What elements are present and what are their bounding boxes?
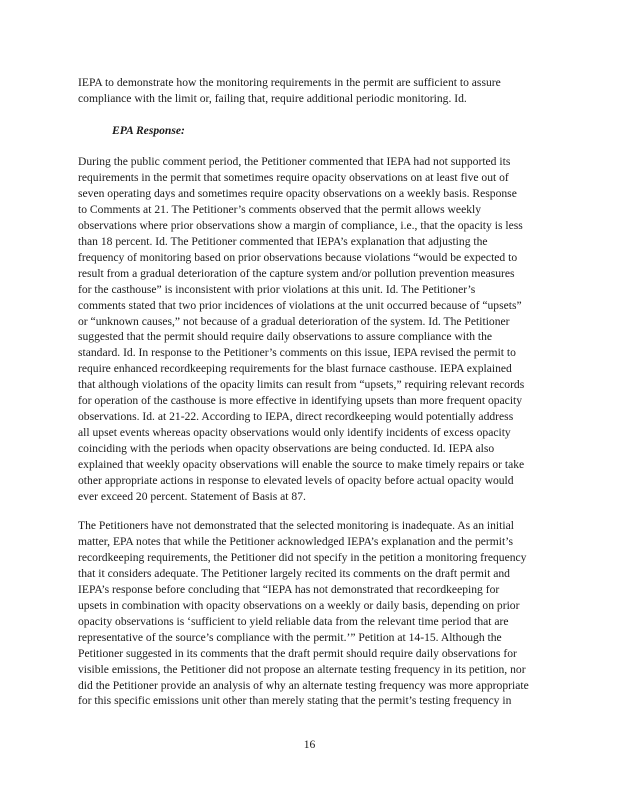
text-line: frequency of monitoring based on prior observations because violations “would be expected to — [78, 250, 518, 264]
text-line: ever exceed 20 percent. Statement of Basis at 87. — [78, 490, 306, 504]
paragraph-analysis — [78, 518, 554, 709]
text-line: standard. Id. In response to the Petitioner’s comments on this issue, IEPA revised the permit to — [78, 346, 516, 360]
text-line: compliance with the limit or, failing that, require additional periodic monitoring. Id. — [78, 91, 467, 105]
text-line: opacity observations is ‘sufficient to yield reliable data from the relevant time period that are — [78, 614, 509, 628]
paragraph-intro — [78, 75, 554, 107]
text-line: matter, EPA notes that while the Petitioner acknowledged IEPA’s explanation and the permit’s — [78, 534, 513, 548]
paragraph-epa-response — [78, 154, 554, 505]
text-line: than 18 percent. Id. The Petitioner commented that IEPA’s explanation that adjusting the — [78, 234, 488, 248]
text-line: did the Petitioner provide an analysis of why an alternate testing frequency was more appropriate — [78, 678, 529, 692]
text-line: observations where prior observations show a margin of compliance, i.e., that the opacity is less — [78, 218, 523, 232]
text-line: During the public comment period, the Petitioner commented that IEPA had not supported its — [78, 155, 511, 168]
text-line: recordkeeping requirements, the Petitioner did not specify in the petition a monitoring frequency — [78, 550, 527, 564]
text-line: all upset events whereas opacity observations would only identify incidents of excess opacity — [78, 426, 511, 440]
text-line: upsets in combination with opacity observations on a weekly or daily basis, depending on prior — [78, 598, 520, 612]
text-line: Petitioner suggested in its comments that the draft permit should require daily observations for — [78, 646, 517, 660]
text-line: for this specific emissions unit other than merely stating that the permit’s testing frequency in — [78, 694, 512, 708]
text-line: IEPA’s response before concluding that “IEPA has not demonstrated that recordkeeping for — [78, 582, 500, 596]
text-line: IEPA to demonstrate how the monitoring requirements in the permit are sufficient to assure — [78, 76, 501, 89]
text-line: visible emissions, the Petitioner did not propose an alternate testing frequency in its petition, nor — [78, 662, 526, 676]
text-line: to Comments at 21. The Petitioner’s comments observed that the permit allows weekly — [78, 202, 482, 216]
text-line: comments stated that two prior incidences of violations at the unit occurred because of “upsets” — [78, 298, 522, 312]
text-line: representative of the source’s compliance with the permit.’” Petition at 14-15. Although the — [78, 630, 502, 644]
text-line: for the casthouse” is inconsistent with prior violations at this unit. Id. The Petitioner’s — [78, 282, 476, 296]
page-number: 16 — [303, 738, 316, 751]
text-line: that it considers adequate. The Petitioner largely recited its comments on the draft permit and — [78, 566, 510, 580]
text-line: observations. Id. at 21-22. According to IEPA, direct recordkeeping would potentially address — [78, 410, 514, 424]
text-line: other appropriate actions in response to elevated levels of opacity before actual opacity would — [78, 474, 514, 488]
text-line: coinciding with the periods when opacity observations are being conducted. Id. IEPA also — [78, 442, 495, 456]
text-line: that although violations of the opacity limits can result from “upsets,” requiring relevant records — [78, 378, 525, 392]
text-line: explained that weekly opacity observations will enable the source to make timely repairs or take — [78, 458, 525, 472]
text-line: for operation of the casthouse is more effective in identifying upsets than more frequent opacity — [78, 394, 523, 408]
text-line: require enhanced recordkeeping requirements for the blast furnace casthouse. IEPA explained — [78, 362, 512, 376]
text-line: seven operating days and sometimes require opacity observations on a weekly basis. Response — [78, 186, 517, 200]
text-line: requirements in the permit that sometimes require opacity observations on at least five out of — [78, 170, 509, 184]
text-line: The Petitioners have not demonstrated that the selected monitoring is inadequate. As an initial — [78, 519, 514, 532]
text-line: suggested that the permit should require daily observations to assure compliance with the — [78, 330, 493, 344]
text-line: or “unknown causes,” not because of a gradual deterioration of the system. Id. The Petitioner — [78, 314, 510, 328]
text-line: result from a gradual deterioration of the capture system and/or pollution prevention measures — [78, 266, 515, 280]
section-heading: EPA Response: — [112, 124, 185, 137]
